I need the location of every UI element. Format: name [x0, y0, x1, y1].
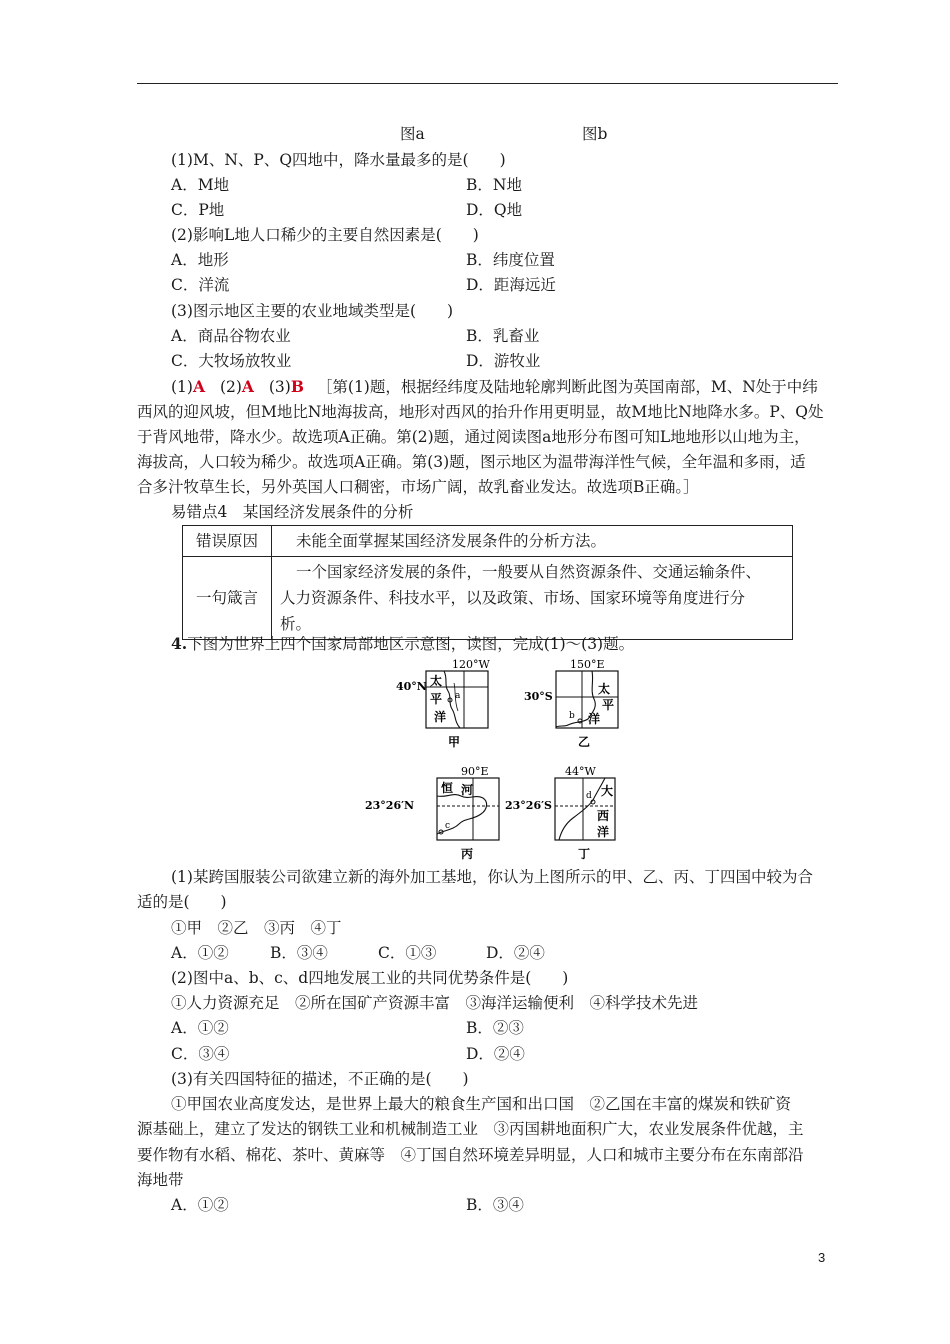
figure-a-label: 图a: [400, 125, 425, 143]
map-ding: [505, 762, 620, 862]
map-bing-point: c: [445, 821, 451, 831]
q4-intro: 4.下图为世界上四个国家局部地区示意图，读图，完成(1)～(3)题。: [171, 634, 635, 653]
answer-1: A: [192, 377, 205, 396]
figure-b-label: 图b: [582, 125, 608, 143]
map-jia-name: 甲: [448, 735, 461, 749]
explanation-1: ［第(1)题，根据经纬度及陆地轮廓判断此图为英国南部，M、N处于中纬: [316, 378, 818, 396]
q4-sub3-line1: ①甲国农业高度发达，是世界上最大的粮食生产国和出口国 ②乙国在丰富的煤炭和铁矿资: [171, 1095, 792, 1113]
explanation-2: 西风的迎风坡，但M地比N地海拔高，地形对西风的抬升作用更明显，故M地比N地降水多。P、Q处: [137, 403, 824, 421]
q4-sub3-stem: (3)有关四国特征的描述，不正确的是( ): [171, 1070, 469, 1088]
map-yi: [520, 655, 630, 750]
svg-text:洋: 洋: [434, 710, 447, 724]
svg-text:平: 平: [430, 692, 443, 706]
explanation-4: 海拔高，人口较为稀少。故选项A正确。第(3)题，图示地区为温带海洋性气候，全年温和多雨，适: [137, 453, 806, 471]
map-yi-lon: 150°E: [570, 658, 605, 671]
q3-sub3-option-d: D．游牧业: [466, 352, 541, 370]
svg-text:太: 太: [430, 674, 443, 688]
q4-sub1-stem-2: 适的是( ): [137, 893, 227, 911]
q4-sub3-option-a: A．①②: [171, 1196, 229, 1214]
q4-sub2-option-c: C．③④: [171, 1045, 230, 1063]
map-jia-lat: 40°N: [396, 680, 427, 693]
header-rule: [137, 83, 838, 84]
q3-sub2-option-c: C．洋流: [171, 276, 230, 294]
svg-text:平: 平: [602, 698, 615, 712]
map-ding-name: 丁: [578, 847, 591, 861]
explanation-5: 合多汁牧草生长，另外英国人口稠密，市场广阔，故乳畜业发达。故选项B正确。］: [137, 478, 699, 496]
q4-sub2-choices: ①人力资源充足 ②所在国矿产资源丰富 ③海洋运输便利 ④科学技术先进: [171, 994, 699, 1012]
q3-sub2-option-a: A．地形: [171, 251, 229, 269]
tip-body-2: 一个国家经济发展的条件，一般要从自然资源条件、交通运输条件、 人力资源条件、科技水平，以及政策、市场、国家环境等角度进行分 析。: [272, 557, 793, 640]
q3-sub1-stem: (1)M、N、P、Q四地中，降水量最多的是( ): [171, 151, 506, 169]
svg-text:洋: 洋: [597, 825, 610, 839]
q4-sub1-option-a: A．①②: [171, 944, 229, 962]
answer-3: B: [290, 377, 304, 396]
map-ding-point: d: [586, 791, 592, 801]
q4-sub1-option-c: C．①③: [378, 944, 437, 962]
svg-text:西: 西: [597, 809, 610, 823]
tip-body-1: 未能全面掌握某国经济发展条件的分析方法。: [272, 526, 793, 557]
map-ding-lon: 44°W: [565, 765, 596, 778]
q4-sub1-option-d: D．②④: [486, 944, 545, 962]
q3-sub3-option-b: B．乳畜业: [466, 327, 540, 345]
q3-sub2-option-d: D．距海远近: [466, 276, 556, 294]
q3-answer-line1: (1)A (2)A (3)B ［第(1)题，根据经纬度及陆地轮廓判断此图为英国南部，M、N处于中纬: [171, 377, 818, 396]
map-bing-name: 丙: [461, 847, 474, 861]
map-bing-lat: 23°26′N: [365, 799, 415, 812]
q3-sub3-option-c: C．大牧场放牧业: [171, 352, 292, 370]
explanation-3: 于背风地带，降水少。故选项A正确。第(2)题，通过阅读图a地形分布图可知L地地形以山地为主，: [137, 428, 810, 446]
q4-sub3-line4: 海地带: [137, 1171, 184, 1189]
q3-sub1-option-c: C．P地: [171, 201, 225, 219]
q3-sub1-option-b: B．N地: [466, 176, 522, 194]
q4-sub3-line3: 要作物有水稻、棉花、茶叶、黄麻等 ④丁国自然环境差异明显，人口和城市主要分布在东南部沿: [137, 1146, 804, 1164]
q4-sub1-option-b: B．③④: [270, 944, 328, 962]
q4-sub2-option-d: D．②④: [466, 1045, 525, 1063]
q3-sub1-option-a: A．M地: [171, 176, 230, 194]
map-bing: [365, 762, 505, 862]
q4-sub1-stem-1: (1)某跨国服装公司欲建立新的海外加工基地，你认为上图所示的甲、乙、丙、丁四国中较为合: [171, 868, 813, 886]
map-yi-name: 乙: [578, 735, 591, 749]
tip-head-2: 一句箴言: [183, 557, 272, 640]
svg-text:大: 大: [601, 784, 614, 798]
point4-title: 易错点4 某国经济发展条件的分析: [171, 503, 414, 521]
q4-sub2-option-a: A．①②: [171, 1019, 229, 1037]
svg-text:太: 太: [598, 682, 611, 696]
q3-sub2-stem: (2)影响L地人口稀少的主要自然因素是( ): [171, 226, 479, 244]
q4-sub2-stem: (2)图中a、b、c、d四地发展工业的共同优势条件是( ): [171, 969, 569, 987]
q4-sub2-option-b: B．②③: [466, 1019, 524, 1037]
q3-sub3-stem: (3)图示地区主要的农业地域类型是( ): [171, 302, 454, 320]
map-yi-lat: 30°S: [524, 690, 553, 703]
svg-text:河: 河: [461, 783, 474, 797]
page-number: 3: [818, 1250, 826, 1265]
q4-sub1-choices: ①甲 ②乙 ③丙 ④丁: [171, 919, 342, 937]
map-jia-lon: 120°W: [452, 658, 490, 671]
map-jia-point: a: [455, 691, 461, 701]
tip-table: [182, 525, 793, 640]
q3-sub1-option-d: D．Q地: [466, 201, 523, 219]
svg-text:洋: 洋: [588, 712, 601, 726]
tip-head-1: 错误原因: [183, 526, 272, 557]
map-ding-lat: 23°26′S: [505, 799, 552, 812]
answer-2: A: [241, 377, 254, 396]
q4-sub3-option-b: B．③④: [466, 1196, 524, 1214]
map-bing-lon: 90°E: [461, 765, 489, 778]
map-yi-point: b: [569, 711, 575, 721]
q3-sub3-option-a: A．商品谷物农业: [171, 327, 291, 345]
q4-sub3-line2: 源基础上，建立了发达的钢铁工业和机械制造工业 ③丙国耕地面积广大，农业发展条件优越，主: [137, 1120, 804, 1138]
map-jia: [390, 655, 500, 750]
svg-text:恒: 恒: [441, 781, 454, 795]
q3-sub2-option-b: B．纬度位置: [466, 251, 555, 269]
